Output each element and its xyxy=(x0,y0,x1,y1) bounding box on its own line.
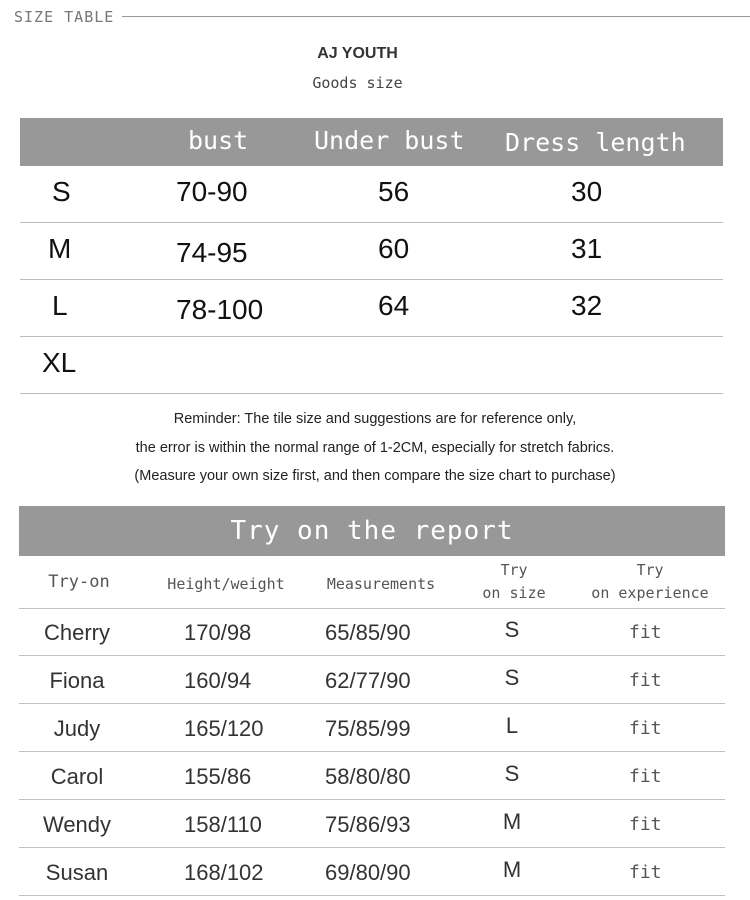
dress-length-value: 32 xyxy=(571,290,603,321)
reminder-line: (Measure your own size first, and then compare the size chart to purchase) xyxy=(134,468,616,484)
tryon-name: Cherry xyxy=(43,620,110,645)
report-row xyxy=(19,704,725,752)
size-label: L xyxy=(52,290,68,321)
size-label: S xyxy=(52,176,71,207)
experience-value: fit xyxy=(629,766,662,787)
tryon-name: Judy xyxy=(53,716,101,741)
col-tryon: Try-on xyxy=(48,572,110,592)
bust-value: 78-100 xyxy=(176,294,264,325)
reminder-line: the error is within the normal range of 1-2CM, especially for stretch fabrics. xyxy=(135,440,615,456)
try-size-value: L xyxy=(505,713,519,738)
try-size-value: S xyxy=(504,617,520,642)
size-row xyxy=(20,337,723,394)
col-measurements: Measurements xyxy=(326,575,436,593)
height-weight-value: 168/102 xyxy=(184,860,264,885)
bust-value: 70-90 xyxy=(176,176,248,207)
tryon-name: Carol xyxy=(50,764,104,789)
col-height-weight: Height/weight xyxy=(167,575,285,593)
under-bust-value: 56 xyxy=(378,176,410,207)
measurements-value: 65/85/90 xyxy=(325,620,411,645)
height-weight-value: 160/94 xyxy=(184,668,252,693)
goods-size-subtitle: Goods size xyxy=(312,74,403,92)
dress-length-value: 30 xyxy=(571,176,603,207)
size-row xyxy=(20,166,723,223)
under-bust-value: 64 xyxy=(378,290,410,321)
try-size-value: M xyxy=(502,857,522,882)
size-label: XL xyxy=(42,347,77,378)
height-weight-value: 170/98 xyxy=(184,620,252,645)
col-try-on-experience-line1: Try xyxy=(636,561,664,579)
try-size-value: S xyxy=(504,665,520,690)
tryon-name: Wendy xyxy=(42,812,112,837)
col-try-on-experience-line2: on experience xyxy=(591,584,709,602)
experience-value: fit xyxy=(629,670,662,691)
height-weight-value: 155/86 xyxy=(184,764,252,789)
report-title: Try on the report xyxy=(230,516,514,546)
section-divider xyxy=(122,16,750,17)
size-label: M xyxy=(48,233,72,264)
height-weight-value: 158/110 xyxy=(184,812,262,837)
report-row xyxy=(19,848,725,896)
report-title-banner xyxy=(19,506,725,556)
report-row xyxy=(19,656,725,704)
tryon-name: Fiona xyxy=(49,668,105,693)
try-size-value: M xyxy=(502,809,522,834)
report-row xyxy=(19,752,725,800)
report-table-header xyxy=(19,556,725,609)
report-row xyxy=(19,608,725,656)
col-dress-length: Dress length xyxy=(505,128,686,157)
under-bust-value: 60 xyxy=(378,233,410,264)
size-row xyxy=(20,223,723,280)
reminder-line: Reminder: The tile size and suggestions are for reference only, xyxy=(173,411,577,427)
size-table xyxy=(20,118,723,394)
report-row xyxy=(19,800,725,848)
measurements-value: 75/85/99 xyxy=(325,716,411,741)
col-try-on-size-line1: Try xyxy=(500,561,528,579)
brand-name: AJ YOUTH xyxy=(317,45,398,62)
section-label: SIZE TABLE xyxy=(14,8,115,26)
dress-length-value: 31 xyxy=(571,233,603,264)
experience-value: fit xyxy=(629,862,662,883)
size-table-header xyxy=(20,118,723,166)
col-under-bust: Under bust xyxy=(314,126,465,155)
col-try-on-size-line2: on size xyxy=(482,584,546,602)
size-row xyxy=(20,280,723,337)
height-weight-value: 165/120 xyxy=(184,716,264,741)
experience-value: fit xyxy=(629,814,662,835)
measurements-value: 69/80/90 xyxy=(325,860,411,885)
measurements-value: 75/86/93 xyxy=(325,812,411,837)
experience-value: fit xyxy=(629,718,662,739)
experience-value: fit xyxy=(629,622,662,643)
measurements-value: 62/77/90 xyxy=(325,668,411,693)
bust-value: 74-95 xyxy=(176,237,248,268)
measurements-value: 58/80/80 xyxy=(325,764,411,789)
tryon-name: Susan xyxy=(45,860,109,885)
try-size-value: S xyxy=(504,761,520,786)
col-bust: bust xyxy=(188,126,249,155)
